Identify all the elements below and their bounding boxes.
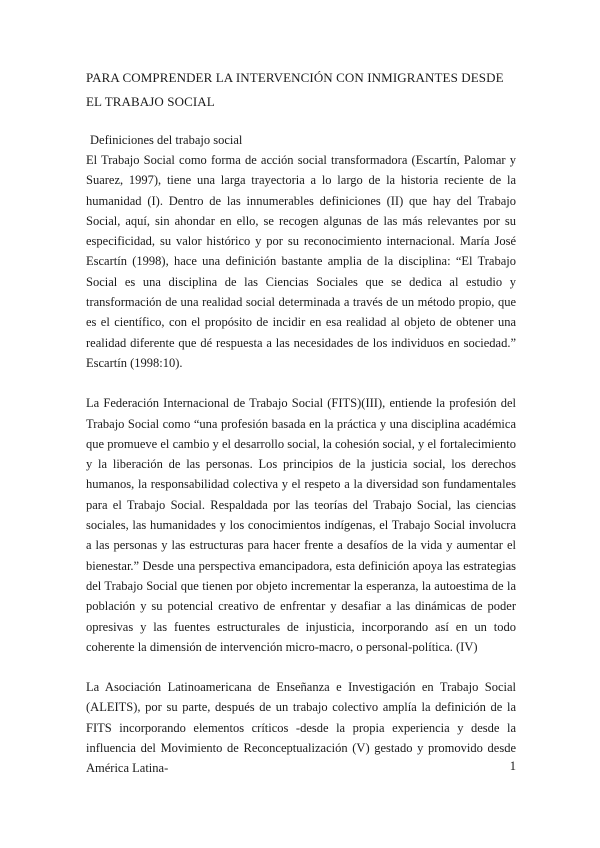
paragraph-definition-aleits: La Asociación Latinoamericana de Enseñanza e Investigación en Trabajo Social (ALEITS), por su parte, después de un trabajo colectivo amplía la definición de la FITS incorporando elementos críticos -desde la propia experiencia y desde la influencia del Movimiento de Reconceptualización (V) gestado y promovido desde América Latina- (86, 680, 516, 776)
page-number: 1 (509, 759, 516, 773)
document-title: PARA COMPRENDER LA INTERVENCIÓN CON INMIGRANTES DESDE EL TRABAJO SOCIAL (86, 70, 504, 109)
paragraph-definition-escartin: El Trabajo Social como forma de acción social transformadora (Escartín, Palomar y Suarez, 1997), tiene una larga trayectoria a lo largo de la historia reciente de la humanidad (I). Dentro de las innumerables definiciones (II) que hay del Trabajo Social, aquí, sin ahondar en ello, se recogen algunas de las más relevantes por su especificidad, su valor histórico y por su reconocimiento internacional. María José Escartín (1998), hace una definición bastante amplia de la disciplina: “El Trabajo Social es una disciplina de las Ciencias Sociales que se dedica al estudio y transformación de una realidad social determinada a través de un método propio, que es el científico, con el propósito de incidir en esa realidad al objeto de obtener una realidad diferente que dé respuesta a las necesidades de los individuos en sociedad.” Escartín (1998:10). (86, 153, 516, 370)
paragraph-definition-fits: La Federación Internacional de Trabajo Social (FITS)(III), entiende la profesión del Trabajo Social como “una profesión basada en la práctica y una disciplina académica que promueve el cambio y el desarrollo social, la cohesión social, y el fortalecimiento y la liberación de las personas. Los principios de la justicia social, los derechos humanos, la responsabilidad colectiva y el respeto a la diversidad son fundamentales para el Trabajo Social. Respaldada por las teorías del Trabajo Social, las ciencias sociales, las humanidades y los conocimientos indígenas, el Trabajo Social involucra a las personas y las estructuras para hacer frente a desafíos de la vida y aumentar el bienestar.” Desde una perspectiva emancipadora, esta definición apoya las estrategias del Trabajo Social que tienen por objeto incrementar la esperanza, la autoestima de la población y su potencial creativo de enfrentar y desafiar a las dinámicas de poder opresivas y las fuentes estructurales de injusticia, incorporando así en un todo coherente la dimensión de intervención micro-macro, o personal-política. (IV) (86, 396, 516, 654)
page-content (86, 66, 516, 779)
section-heading: Definiciones del trabajo social (90, 133, 243, 147)
